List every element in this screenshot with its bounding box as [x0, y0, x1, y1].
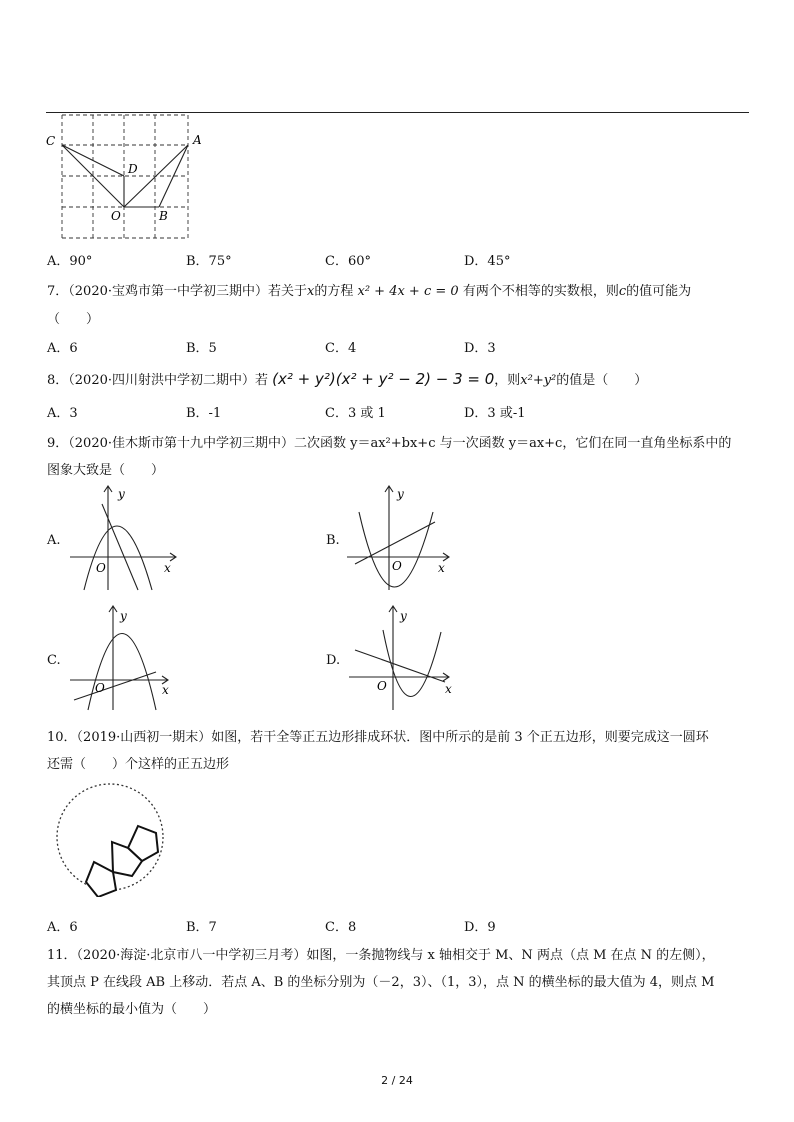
q8-stem: 8．（2020·四川射洪中学初二期中）若 (x² + y²)(x² + y² − 2) − 3 = 0，则x²+y²的值是（ ） — [47, 370, 648, 388]
q10-option-b: B．7 — [186, 920, 217, 935]
q10-option-d: D．9 — [464, 920, 496, 935]
q6-option-d: D．45° — [464, 254, 511, 269]
point-label-a: A — [193, 133, 202, 147]
svg-text:y: y — [118, 487, 125, 501]
q6-grid-figure — [44, 112, 214, 242]
q7-option-c: C．4 — [325, 341, 357, 356]
q10-stem-line2: 还需（ ）个这样的正五边形 — [47, 757, 230, 772]
q9-graph-a — [68, 482, 188, 594]
svg-text:O: O — [392, 559, 402, 573]
svg-text:O: O — [95, 681, 105, 695]
q9-graph-b — [345, 482, 465, 594]
q9-stem-line2: 图象大致是（ ） — [47, 463, 165, 478]
svg-text:x: x — [162, 683, 169, 697]
svg-text:O: O — [96, 561, 106, 575]
svg-text:y: y — [120, 609, 127, 623]
svg-text:O: O — [377, 679, 387, 693]
q10-option-a: A．6 — [47, 920, 78, 935]
q6-option-a: A．90° — [47, 254, 93, 269]
q9-graph-c — [68, 602, 188, 714]
q9-graph-c-label: C. — [47, 653, 61, 668]
point-label-d: D — [128, 162, 138, 176]
point-label-c: C — [46, 134, 56, 148]
point-label-b: B — [159, 209, 168, 223]
q7-option-b: B．5 — [186, 341, 217, 356]
svg-text:y: y — [397, 487, 404, 501]
point-label-o: O — [111, 209, 121, 223]
q8-option-d: D．3 或-1 — [464, 406, 526, 421]
q11-stem-line2: 其顶点 P 在线段 AB 上移动．若点 A、B 的坐标分别为（－2，3）、（1，3），点 N 的横坐标的最大值为 4，则点 M — [47, 975, 715, 990]
q9-graph-d-label: D. — [326, 653, 341, 668]
q7-option-d: D．3 — [464, 341, 496, 356]
q10-option-c: C．8 — [325, 920, 357, 935]
q7-stem-line1: 7．（2020·宝鸡市第一中学初三期中）若关于x的方程 x² + 4x + c = 0 有两个不相等的实数根，则c的值可能为 — [47, 284, 692, 299]
q8-option-c: C．3 或 1 — [325, 406, 386, 421]
q9-graph-a-label: A. — [47, 533, 61, 548]
q11-stem-line1: 11．（2020·海淀·北京市八一中学初三月考）如图，一条抛物线与 x 轴相交于 M、N 两点（点 M 在点 N 的左侧）， — [47, 948, 715, 963]
q8-option-a: A．3 — [47, 406, 78, 421]
q9-graph-d — [345, 602, 465, 714]
q8-option-b: B．-1 — [186, 406, 222, 421]
q9-graph-b-label: B. — [326, 533, 340, 548]
q6-option-c: C．60° — [325, 254, 371, 269]
q8-expression: (x² + y²)(x² + y² − 2) − 3 = 0 — [272, 370, 495, 388]
q7-option-a: A．6 — [47, 341, 78, 356]
page-number: 2 / 24 — [381, 1074, 413, 1087]
q11-stem-line3: 的横坐标的最小值为（ ） — [47, 1002, 217, 1017]
q7-equation: x² + 4x + c = 0 — [357, 284, 459, 299]
q9-stem-line1: 9．（2020·佳木斯市第十九中学初三期中）二次函数 y＝ax²+bx+c 与一次函数 y＝ax+c，它们在同一直角坐标系中的 — [47, 436, 732, 451]
svg-text:x: x — [164, 561, 171, 575]
svg-text:x: x — [445, 682, 452, 696]
q10-pentagon-ring-figure — [50, 782, 180, 897]
q10-stem-line1: 10．（2019·山西初一期末）如图，若干全等正五边形排成环状．图中所示的是前 3 个正五边形，则要完成这一圆环 — [47, 730, 709, 745]
q6-option-b: B．75° — [186, 254, 232, 269]
q7-stem-line2: （ ） — [47, 312, 100, 327]
svg-text:y: y — [400, 609, 407, 623]
svg-text:x: x — [438, 561, 445, 575]
